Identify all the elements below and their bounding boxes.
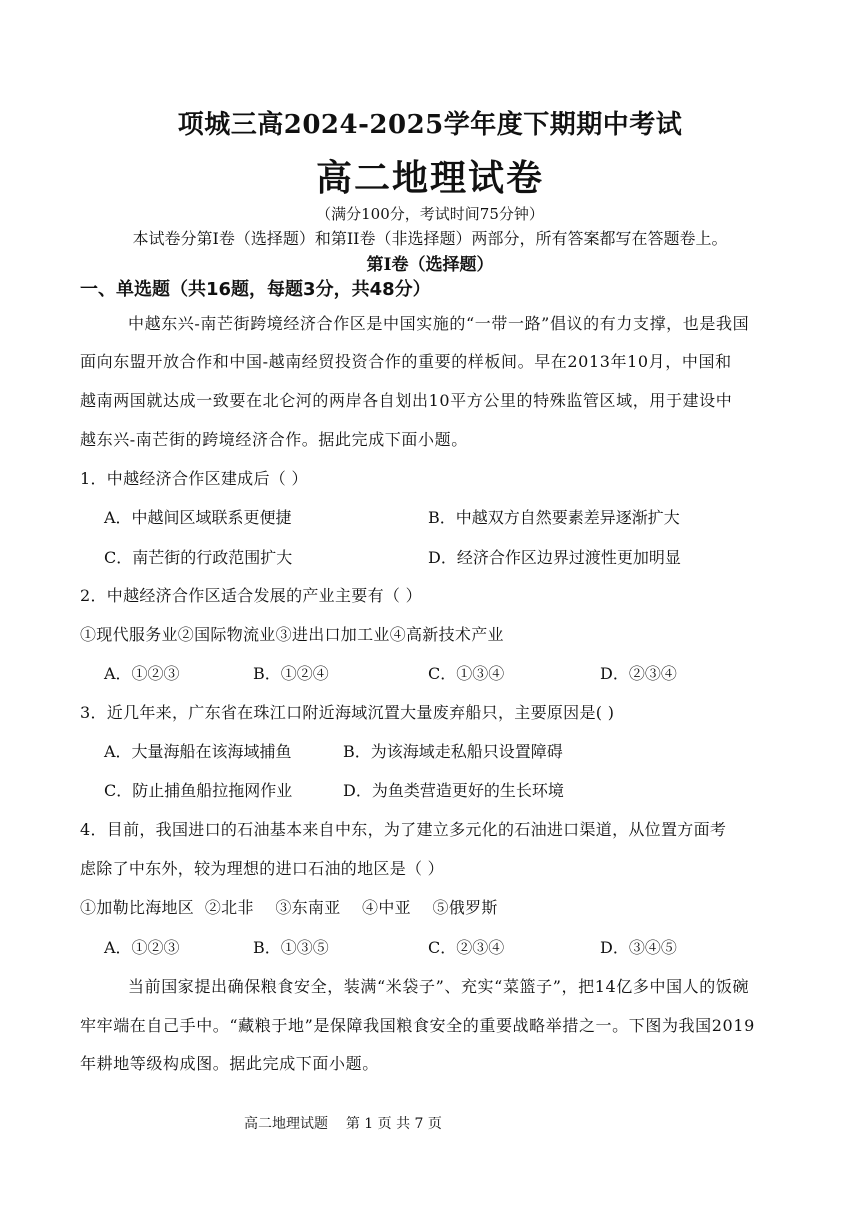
question-3-option-a: A．大量海船在该海域捕鱼 xyxy=(104,742,292,761)
exam-info: （满分100分，考试时间75分钟） xyxy=(316,205,544,223)
question-3-option-b: B．为该海域走私船只设置障碍 xyxy=(343,742,563,761)
question-4-option-a: A．①②③ xyxy=(104,938,180,957)
question-3-stem: 3．近几年来，广东省在珠江口附近海域沉置大量废弃船只，主要原因是( ) xyxy=(80,703,615,722)
question-4-stem-line2: 虑除了中东外，较为理想的进口石油的地区是（ ） xyxy=(80,859,444,878)
section-heading: 一、单选题（共16题，每题3分，共48分） xyxy=(80,279,431,300)
question-2-option-d: D．②③④ xyxy=(600,664,677,683)
question-4-option-c: C．②③④ xyxy=(428,938,505,957)
paper-title: 高二地理试卷 xyxy=(315,157,544,199)
question-1-option-d: D．经济合作区边界过渡性更加明显 xyxy=(428,548,681,567)
question-1-option-a: A．中越间区域联系更便捷 xyxy=(104,508,292,527)
footer-page-number: 第 1 页 共 7 页 xyxy=(345,1116,442,1132)
school-exam-title: 项城三高2024-2025学年度下期期中考试 xyxy=(177,110,683,140)
passage1-line: 越东兴-南芒街的跨境经济合作。据此完成下面小题。 xyxy=(80,430,468,449)
question-3-option-c: C．防止捕鱼船拉拖网作业 xyxy=(104,781,293,800)
question-2-items: ①现代服务业②国际物流业③进出口加工业④高新技术产业 xyxy=(80,625,504,644)
question-1-stem: 1．中越经济合作区建成后（ ） xyxy=(80,469,308,488)
question-2-option-c: C．①③④ xyxy=(428,664,505,683)
question-1-option-b: B．中越双方自然要素差异逐渐扩大 xyxy=(428,508,680,527)
page-footer xyxy=(244,1113,442,1133)
passage1-line: 面向东盟开放合作和中国-越南经贸投资合作的重要的样板间。早在2013年10月，中国和 xyxy=(80,352,732,371)
passage2-line: 年耕地等级构成图。据此完成下面小题。 xyxy=(80,1054,379,1073)
passage1-line: 越南两国就达成一致要在北仑河的两岸各自划出10平方公里的特殊监管区域，用于建设中 xyxy=(80,391,733,410)
question-3-option-d: D．为鱼类营造更好的生长环境 xyxy=(343,781,564,800)
question-4-items: ①加勒比海地区 ②北非 ③东南亚 ④中亚 ⑤俄罗斯 xyxy=(80,898,498,917)
passage2-line: 当前国家提出确保粮食安全，装满“米袋子”、充实“菜篮子”，把14亿多中国人的饭碗 xyxy=(128,977,750,996)
instructions: 本试卷分第Ⅰ卷（选择题）和第II卷（非选择题）两部分，所有答案都写在答题卷上。 xyxy=(132,229,728,248)
question-1-option-c: C．南芒街的行政范围扩大 xyxy=(104,548,293,567)
question-2-option-a: A．①②③ xyxy=(104,664,180,683)
passage1-line: 中越东兴-南芒街跨境经济合作区是中国实施的“一带一路”倡议的有力支撑，也是我国 xyxy=(128,314,750,333)
question-2-stem: 2．中越经济合作区适合发展的产业主要有（ ） xyxy=(80,586,422,605)
volume-title: 第Ⅰ卷（选择题） xyxy=(366,255,494,275)
question-2-option-b: B．①②④ xyxy=(253,664,329,683)
footer-subject: 高二地理试题 xyxy=(244,1116,328,1132)
question-4-stem-line1: 4．目前，我国进口的石油基本来自中东，为了建立多元化的石油进口渠道，从位置方面考 xyxy=(80,820,727,839)
question-4-option-d: D．③④⑤ xyxy=(600,938,677,957)
passage2-line: 牢牢端在自己手中。“藏粮于地”是保障我国粮食安全的重要战略举措之一。下图为我国2019 xyxy=(80,1016,755,1035)
question-4-option-b: B．①③⑤ xyxy=(253,938,329,957)
